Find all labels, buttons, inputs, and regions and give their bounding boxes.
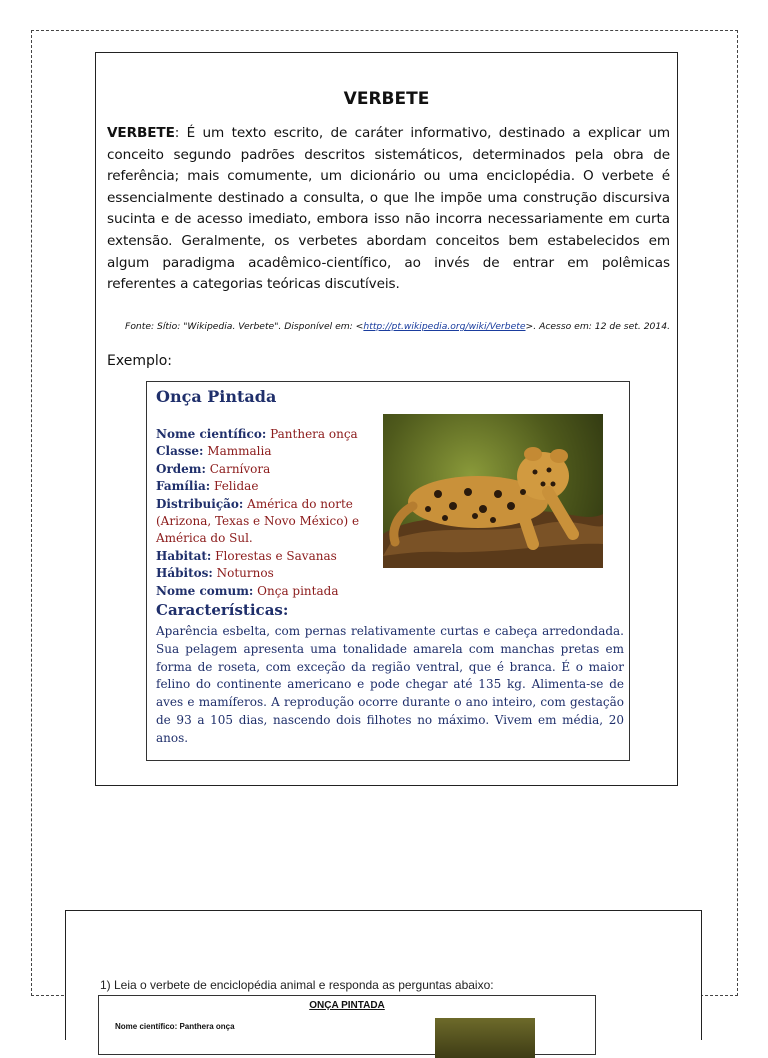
mini-entry-line: Nome científico: Panthera onça [115,1022,235,1031]
definition-text: : É um texto escrito, de caráter informativo, destinado a explicar um conceito segundo padrões descritos sistemáticos, determinados pela obra de referência; mais comumente, um dicionário ou uma enciclopédia. O verbete é essencialmente destinado a consulta, o que lhe impõe uma construção discursiva sucinta e de acesso imediato, embora isso não incorra necessariamente em curta extensão. Geralmente, os verbetes abordam conceitos bem estabelecidos em algum paradigma acadêmico-científico, ao invés de entrar em polêmicas referentes a categorias teóricas discutíveis. [107,125,670,293]
question-text: 1) Leia o verbete de enciclopédia animal e responda as perguntas abaixo: [100,978,494,992]
example-label: Exemplo: [107,353,173,369]
fact-item: Nome comum: Onça pintada [156,583,339,598]
source-link[interactable]: http://pt.wikipedia.org/wiki/Verbete [363,321,526,332]
fact-item: Ordem: Carnívora [156,461,271,476]
fact-item: Hábitos: Noturnos [156,566,274,581]
jaguar-photo [383,414,603,568]
entry-title: Onça Pintada [156,387,277,406]
definition-term: VERBETE [107,125,175,141]
fact-item: Nome científico: Panthera onça [156,427,358,441]
source-suffix: >. Acesso em: 12 de set. 2014. [525,321,670,332]
mini-jaguar-photo [435,1018,535,1058]
definition-paragraph [107,123,670,296]
source-citation [107,319,670,334]
mini-entry-box [98,995,596,1055]
page-title: VERBETE [343,89,430,109]
facts-list [156,426,376,600]
characteristics-text: Aparência esbelta, com pernas relativamente curtas e cabeça arredondada. Sua pelagem apresenta uma tonalidade amarela com manchas pretas em forma de roseta, com exceção da região ventral, que é branca. É o maior felino do continente americano e pode chegar até 135 kg. Alimenta-se de aves e mamíferos. A reprodução ocorre durante o ano inteiro, com gestação de 93 a 105 dias, nascendo dois filhotes no máximo. Vivem em média, 20 anos. [156,624,624,745]
fact-item: Classe: Mammalia [156,444,272,459]
next-page [65,910,702,1040]
encyclopedia-entry [146,381,630,761]
fact-item: Distribuição: América do norte (Arizona, Texas e Novo México) e América do Sul. [156,496,360,546]
mini-entry-title: ONÇA PINTADA [309,1000,385,1011]
jaguar-illustration [383,414,603,568]
fact-item: Família: Felidae [156,479,259,494]
source-prefix: Fonte: Sítio: "Wikipedia. Verbete". Disponível em: < [125,321,364,332]
fact-item: Habitat: Florestas e Savanas [156,548,337,563]
characteristics-title: Características: [156,601,289,619]
